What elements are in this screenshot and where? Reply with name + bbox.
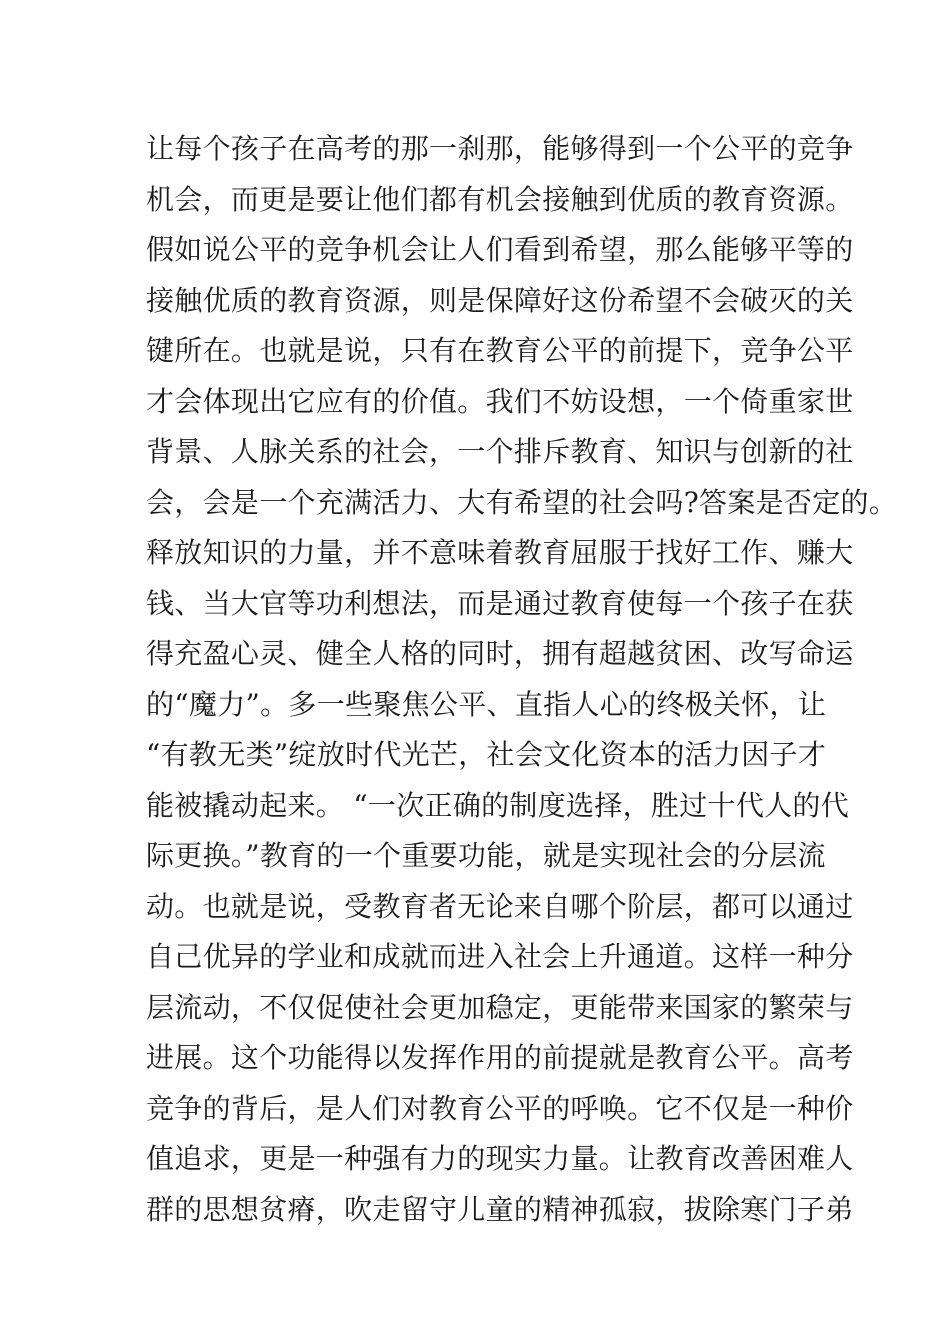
text-line: 接触优质的教育资源，则是保障好这份希望不会破灭的关	[146, 283, 854, 317]
text-line: 值追求，更是一种强有力的现实力量。让教育改善困难人	[146, 1142, 854, 1175]
text-line: 能被撬动起来。 “一次正确的制度选择，胜过十代人的代	[146, 788, 850, 822]
text-line: 层流动，不仅促使社会更加稳定，更能带来国家的繁荣与	[146, 990, 854, 1024]
text-line: 竞争的背后，是人们对教育公平的呼唤。它不仅是一种价	[146, 1091, 854, 1125]
text-line: 自己优异的学业和成就而进入社会上升通道。这样一种分	[146, 940, 854, 973]
text-line: 钱、当大官等功利想法，而是通过教育使每一个孩子在获	[146, 586, 854, 620]
text-line: 机会，而更是要让他们都有机会接触到优质的教育资源。	[146, 182, 854, 216]
text-line: 假如说公平的竞争机会让人们看到希望，那么能够平等的	[146, 233, 854, 266]
text-line: 会，会是一个充满活力、大有希望的社会吗?答案是否定的。	[146, 485, 898, 519]
text-line: 让每个孩子在高考的那一刹那，能够得到一个公平的竞争	[146, 132, 854, 165]
text-line: 背景、人脉关系的社会，一个排斥教育、知识与创新的社	[146, 435, 854, 468]
text-line: 群的思想贫瘠，吹走留守儿童的精神孤寂，拔除寒门子弟	[146, 1192, 854, 1226]
text-line: 的“魔力”。多一些聚焦公平、直指人心的终极关怀，让	[146, 687, 827, 721]
text-line: “有教无类”绽放时代光芒，社会文化资本的活力因子才	[146, 738, 827, 771]
text-line: 释放知识的力量，并不意味着教育屈服于找好工作、赚大	[146, 536, 854, 569]
text-line: 才会体现出它应有的价值。我们不妨设想，一个倚重家世	[146, 384, 854, 418]
body-text	[146, 124, 898, 1235]
text-line: 际更换。”教育的一个重要功能，就是实现社会的分层流	[146, 839, 826, 872]
text-line: 进展。这个功能得以发挥作用的前提就是教育公平。高考	[146, 1041, 854, 1074]
text-line: 动。也就是说，受教育者无论来自哪个阶层，都可以通过	[146, 889, 854, 923]
text-line: 得充盈心灵、健全人格的同时，拥有超越贫困、改写命运	[146, 637, 854, 670]
text-line: 键所在。也就是说，只有在教育公平的前提下，竞争公平	[146, 334, 854, 367]
